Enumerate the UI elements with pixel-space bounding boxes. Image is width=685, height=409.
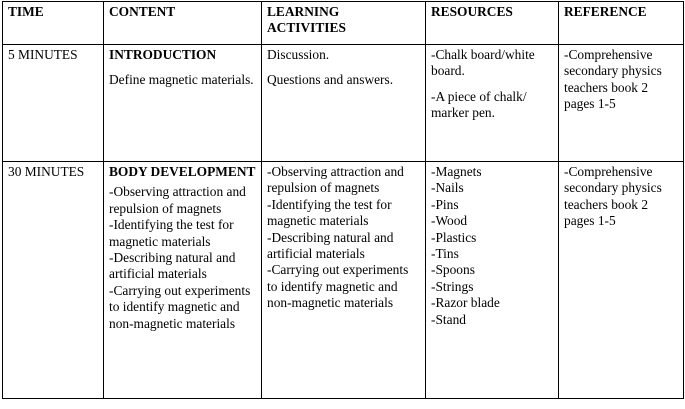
lesson-plan-table: [2, 1, 684, 399]
learning-line: -Carrying out experiments to identify magnetic and non-magnetic materials: [267, 262, 409, 311]
content-line: -Identifying the test for magnetic materials: [109, 217, 234, 249]
learning-line: -Identifying the test for magnetic materials: [267, 196, 392, 229]
header-resources: RESOURCES: [426, 2, 559, 45]
reference-cell: -Comprehensive secondary physics teachers book 2 pages 1-5: [559, 162, 684, 399]
header-content: CONTENT: [104, 2, 262, 45]
content-line: -Describing natural and artificial materials: [109, 250, 236, 282]
resource-line: -Spoons: [431, 262, 475, 278]
learning-line: -Observing attraction and repulsion of magnets: [267, 164, 404, 196]
resource-line: -Tins: [431, 246, 459, 262]
content-title: BODY DEVELOPMENT: [109, 164, 256, 179]
content-title: INTRODUCTION: [109, 47, 217, 62]
resource-line: -Plastics: [431, 229, 477, 245]
header-time: TIME: [3, 2, 104, 45]
resource-line: -Nails: [431, 180, 464, 196]
resource-line: -Magnets: [431, 164, 482, 179]
learning-cell: [262, 45, 426, 162]
table-row: [3, 162, 684, 399]
header-learning-activities: LEARNING ACTIVITIES: [262, 2, 426, 45]
content-cell: [104, 162, 262, 399]
resource-line: -Wood: [431, 213, 468, 229]
content-line: -Observing attraction and repulsion of magnets: [109, 184, 246, 216]
content-line: -Carrying out experiments to identify magnetic and non-magnetic materials: [109, 282, 251, 331]
resource-line: -Pins: [431, 196, 459, 212]
reference-cell: -Comprehensive secondary physics teachers book 2 pages 1-5: [559, 45, 684, 162]
resource-line: -A piece of chalk/ marker pen.: [431, 88, 527, 121]
resource-line: -Razor blade: [431, 295, 500, 311]
learning-line: -Describing natural and artificial materials: [267, 229, 394, 262]
content-cell: [104, 45, 262, 162]
resource-line: -Stand: [431, 311, 466, 327]
content-line: Define magnetic materials.: [109, 72, 254, 88]
header-reference: REFERENCE: [559, 2, 684, 45]
resources-cell: [426, 162, 559, 399]
resource-line: -Strings: [431, 278, 474, 294]
time-cell: 30 MINUTES: [3, 162, 104, 399]
learning-cell: [262, 162, 426, 399]
table-row: [3, 45, 684, 162]
header-row: [3, 2, 684, 45]
time-cell: 5 MINUTES: [3, 45, 104, 162]
resource-line: -Chalk board/white board.: [431, 47, 535, 79]
resources-cell: [426, 45, 559, 162]
learning-line: Discussion.: [267, 47, 330, 62]
learning-line: Questions and answers.: [267, 72, 394, 88]
